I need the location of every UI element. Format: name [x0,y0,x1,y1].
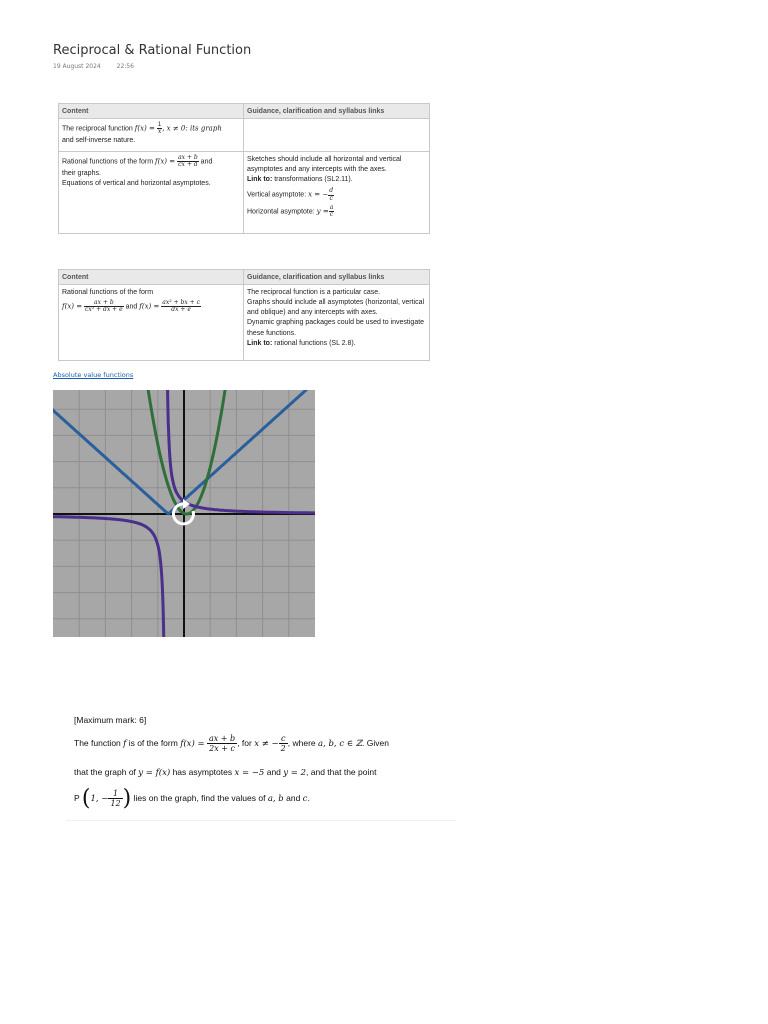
graph-canvas[interactable] [53,390,315,637]
table1-header-guidance: Guidance, clarification and syllabus links [244,104,430,119]
table-row [59,152,430,234]
table1-row2-guidance: Sketches should include all horizontal and vertical asymptotes and any intercepts with the axes. Link to: transformations (SL2.11). Vertical asymptote: x = − $\frac{d}{c}$ Horizontal asymptote: y = $\frac{a}{c}$ [244,152,430,234]
absolute-value-functions-link[interactable]: Absolute value functions [53,371,134,379]
parabola-curve [142,390,230,514]
syllabus-table-2 [58,269,430,361]
table2-header-guidance: Guidance, clarification and syllabus links [244,270,430,285]
table1-row2-content: Rational functions of the form f(x) = $\frac{ax + b}{cx + d}$ and their graphs. Equations of vertical and horizontal asymptotes. [59,152,244,234]
table1-row1-content: The reciprocal function f(x) = $\frac{1}{x}$ , x ≠ 0: its graph and self-inverse nature. [59,119,244,152]
table-row [59,285,430,361]
divider [66,820,456,821]
syllabus-table-1 [58,103,430,234]
question-line-2: that the graph of y = f(x) has asymptotes x = −5 and y = 2, and that the point [74,767,377,778]
page-date: 19 August 2024 [53,63,101,70]
table2-content: Rational functions of the form f(x) = $\frac{ax + b}{\text{cx² + dx + e}}$ and f(x) = $\frac{\text{ax² + bx + c}}{dx + e}$ [59,285,244,361]
max-mark: [Maximum mark: 6] [74,715,147,725]
table2-header-content: Content [59,270,244,285]
table1-header-content: Content [59,104,244,119]
table2-guidance: The reciprocal function is a particular case. Graphs should include all asymptotes (horizontal, vertical and oblique) and any intercepts with axes. Dynamic graphing packages could be used to investigate these functions. Link to: rational functions (SL 2.8). [244,285,430,361]
page-title: Reciprocal & Rational Function [53,43,252,58]
page-meta [53,63,148,70]
function-graph[interactable] [53,390,315,637]
page-time: 22:56 [116,63,134,70]
question-line-3: P (1, − $\frac{1}{12}$ ) lies on the graph, find the values of a, b and c. [74,786,310,811]
table1-row1-guidance [244,119,430,152]
table-row [59,119,430,152]
question-line-1: The function f is of the form f(x) = $\frac{ax + b}{2x + c}$ , for x ≠ − $\frac{c}{2}$ , where a, b, c ∈ ℤ. Given [74,734,389,754]
